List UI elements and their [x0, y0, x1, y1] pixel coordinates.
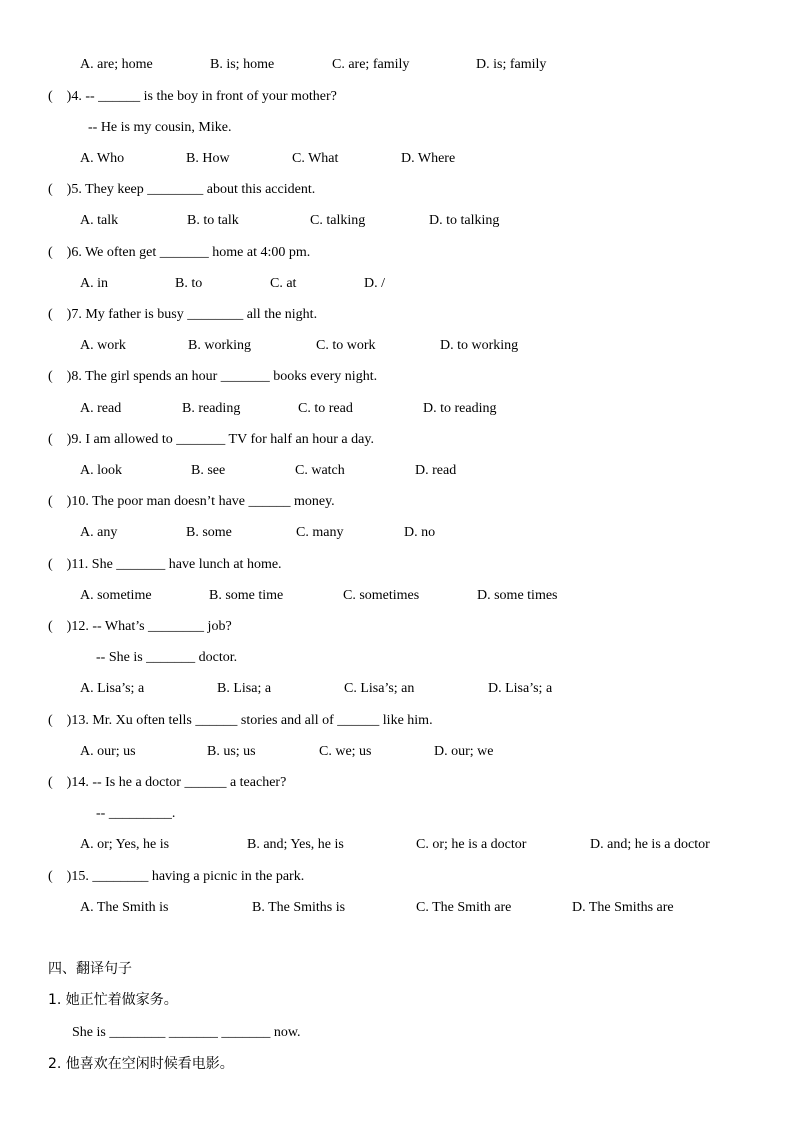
q13-option-c: C. we; us: [319, 744, 372, 759]
q8-option-c: C. to read: [298, 401, 353, 416]
q11-option-c: C. sometimes: [343, 588, 420, 603]
q11-option-b: B. some time: [209, 588, 284, 603]
q10-option-c: C. many: [296, 525, 344, 540]
translate-item-1-answer: She is ________ _______ _______ now.: [72, 1025, 301, 1040]
q4-stem: ( )4. -- ______ is the boy in front of your mother?: [48, 89, 337, 104]
q4-option-c: C. What: [292, 151, 339, 166]
q9-option-c: C. watch: [295, 463, 345, 478]
q11-option-a: A. sometime: [80, 588, 152, 603]
q6-option-d: D. /: [364, 276, 385, 291]
q13-option-a: A. our; us: [80, 744, 136, 759]
q13-option-b: B. us; us: [207, 744, 256, 759]
q4-reply: -- He is my cousin, Mike.: [88, 120, 232, 135]
q8-stem: ( )8. The girl spends an hour _______ books every night.: [48, 369, 378, 384]
q7-option-c: C. to work: [316, 338, 376, 353]
q12-option-d: D. Lisa’s; a: [488, 681, 553, 696]
q5-option-a: A. talk: [80, 213, 119, 228]
q13-stem: ( )13. Mr. Xu often tells ______ stories and all of ______ like him.: [48, 713, 433, 728]
q12-stem: ( )12. -- What’s ________ job?: [48, 619, 232, 634]
q3-option-a: A. are; home: [80, 57, 153, 72]
q6-stem: ( )6. We often get _______ home at 4:00 pm.: [48, 245, 311, 260]
q4-option-a: A. Who: [80, 151, 125, 166]
q3-option-c: C. are; family: [332, 57, 410, 72]
q10-option-d: D. no: [404, 525, 436, 540]
q6-option-c: C. at: [270, 276, 297, 291]
q8-option-a: A. read: [80, 401, 122, 416]
q6-option-a: A. in: [80, 276, 108, 291]
q8-option-b: B. reading: [182, 401, 241, 416]
q11-option-d: D. some times: [477, 588, 558, 603]
q9-option-d: D. read: [415, 463, 457, 478]
q14-option-c: C. or; he is a doctor: [416, 837, 527, 852]
q14-option-d: D. and; he is a doctor: [590, 837, 710, 852]
q9-stem: ( )9. I am allowed to _______ TV for half an hour a day.: [48, 432, 374, 447]
q5-stem: ( )5. They keep ________ about this accident.: [48, 182, 316, 197]
q10-stem: ( )10. The poor man doesn’t have ______ money.: [48, 494, 335, 509]
q5-option-c: C. talking: [310, 213, 366, 228]
translate-item-1: 1. 她正忙着做家务。: [48, 992, 178, 1008]
translate-item-2: 2. 他喜欢在空闲时候看电影。: [48, 1056, 234, 1072]
q11-stem: ( )11. She _______ have lunch at home.: [48, 557, 282, 572]
q15-option-c: C. The Smith are: [416, 900, 512, 915]
q6-option-b: B. to: [175, 276, 203, 291]
q15-option-d: D. The Smiths are: [572, 900, 674, 915]
q8-option-d: D. to reading: [423, 401, 497, 416]
q7-option-a: A. work: [80, 338, 126, 353]
q15-option-b: B. The Smiths is: [252, 900, 346, 915]
q7-option-b: B. working: [188, 338, 251, 353]
q7-stem: ( )7. My father is busy ________ all the night.: [48, 307, 318, 322]
q5-option-d: D. to talking: [429, 213, 500, 228]
q14-reply: -- _________.: [96, 806, 176, 821]
q7-option-d: D. to working: [440, 338, 519, 353]
q14-stem: ( )14. -- Is he a doctor ______ a teacher?: [48, 775, 287, 790]
q5-option-b: B. to talk: [187, 213, 239, 228]
q14-option-a: A. or; Yes, he is: [80, 837, 170, 852]
q12-option-a: A. Lisa’s; a: [80, 681, 145, 696]
q4-option-b: B. How: [186, 151, 230, 166]
section4-heading: 四、翻译句子: [48, 961, 132, 977]
q14-option-b: B. and; Yes, he is: [247, 837, 344, 852]
q13-option-d: D. our; we: [434, 744, 494, 759]
q3-option-d: D. is; family: [476, 57, 547, 72]
q10-option-b: B. some: [186, 525, 232, 540]
q15-option-a: A. The Smith is: [80, 900, 169, 915]
q4-option-d: D. Where: [401, 151, 456, 166]
q9-option-b: B. see: [191, 463, 226, 478]
q9-option-a: A. look: [80, 463, 122, 478]
q3-option-b: B. is; home: [210, 57, 275, 72]
q12-reply: -- She is _______ doctor.: [96, 650, 238, 665]
q10-option-a: A. any: [80, 525, 118, 540]
q12-option-c: C. Lisa’s; an: [344, 681, 415, 696]
q12-option-b: B. Lisa; a: [217, 681, 272, 696]
q15-stem: ( )15. ________ having a picnic in the park.: [48, 869, 305, 884]
